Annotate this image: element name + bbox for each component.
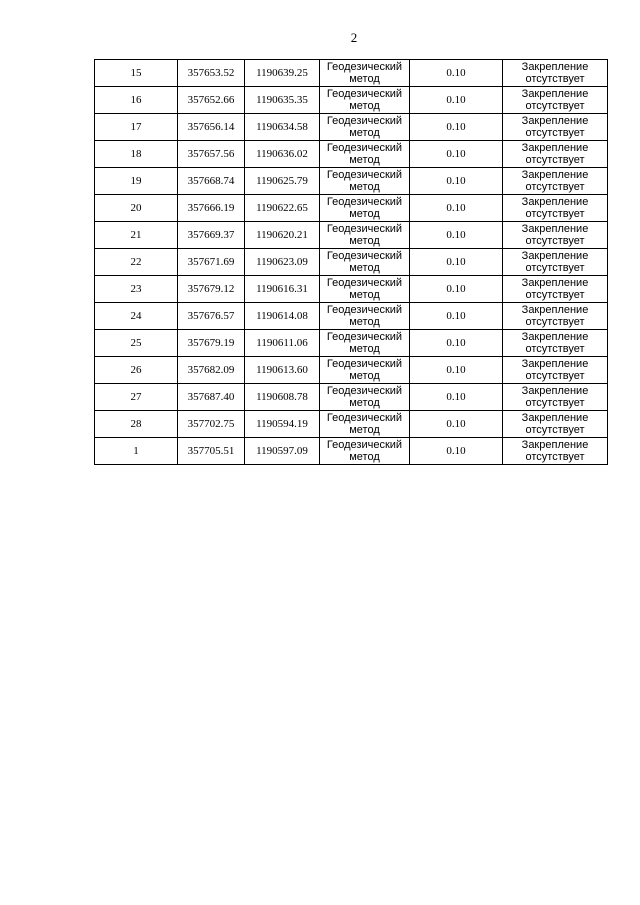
method-cell-line: метод [349,370,380,382]
fixing-cell [503,195,608,222]
fixing-cell-line: отсутствует [525,397,585,409]
method-cell-line: Геодезический [326,304,403,316]
y-coordinate-cell: 1190620.21 [245,222,320,249]
table-row [95,384,608,411]
method-cell-line: Геодезический [326,385,403,397]
method-cell-line: Геодезический [326,223,403,235]
method-cell [320,87,410,114]
y-coordinate-cell: 1190613.60 [245,357,320,384]
fixing-cell-line: отсутствует [525,181,585,193]
method-cell [320,249,410,276]
fixing-cell-line: Закрепление [521,250,589,262]
table-row [95,114,608,141]
accuracy-cell: 0.10 [410,411,503,438]
fixing-cell [503,222,608,249]
y-coordinate-cell: 1190608.78 [245,384,320,411]
y-coordinate-cell: 1190597.09 [245,438,320,465]
y-coordinate-cell: 1190625.79 [245,168,320,195]
fixing-cell-line: отсутствует [525,289,585,301]
table-row [95,222,608,249]
method-cell-line: метод [349,316,380,328]
method-cell-line: метод [349,181,380,193]
fixing-cell [503,114,608,141]
x-coordinate-cell: 357653.52 [178,60,245,87]
point-number-cell: 16 [95,87,178,114]
fixing-cell [503,168,608,195]
fixing-cell-line: отсутствует [525,262,585,274]
fixing-cell [503,411,608,438]
method-cell [320,384,410,411]
point-number-cell: 20 [95,195,178,222]
accuracy-cell: 0.10 [410,357,503,384]
table-row [95,411,608,438]
point-number-cell: 18 [95,141,178,168]
fixing-cell [503,330,608,357]
fixing-cell [503,357,608,384]
coordinates-table [94,59,608,465]
x-coordinate-cell: 357668.74 [178,168,245,195]
table-row [95,330,608,357]
y-coordinate-cell: 1190634.58 [245,114,320,141]
fixing-cell-line: отсутствует [525,451,585,463]
method-cell-line: Геодезический [326,250,403,262]
point-number-cell: 22 [95,249,178,276]
x-coordinate-cell: 357669.37 [178,222,245,249]
method-cell [320,60,410,87]
point-number-cell: 23 [95,276,178,303]
x-coordinate-cell: 357679.19 [178,330,245,357]
method-cell [320,411,410,438]
accuracy-cell: 0.10 [410,303,503,330]
x-coordinate-cell: 357679.12 [178,276,245,303]
method-cell [320,195,410,222]
fixing-cell-line: Закрепление [521,277,589,289]
accuracy-cell: 0.10 [410,87,503,114]
point-number-cell: 26 [95,357,178,384]
fixing-cell-line: Закрепление [521,88,589,100]
x-coordinate-cell: 357687.40 [178,384,245,411]
y-coordinate-cell: 1190635.35 [245,87,320,114]
method-cell-line: метод [349,100,380,112]
accuracy-cell: 0.10 [410,276,503,303]
method-cell-line: Геодезический [326,61,403,73]
table-row [95,357,608,384]
y-coordinate-cell: 1190594.19 [245,411,320,438]
point-number-cell: 15 [95,60,178,87]
accuracy-cell: 0.10 [410,60,503,87]
fixing-cell-line: отсутствует [525,127,585,139]
method-cell-line: метод [349,127,380,139]
point-number-cell: 24 [95,303,178,330]
table-row [95,168,608,195]
fixing-cell-line: отсутствует [525,73,585,85]
accuracy-cell: 0.10 [410,114,503,141]
y-coordinate-cell: 1190639.25 [245,60,320,87]
method-cell-line: Геодезический [326,439,403,451]
method-cell-line: Геодезический [326,88,403,100]
y-coordinate-cell: 1190616.31 [245,276,320,303]
x-coordinate-cell: 357666.19 [178,195,245,222]
fixing-cell [503,60,608,87]
accuracy-cell: 0.10 [410,222,503,249]
fixing-cell-line: отсутствует [525,316,585,328]
table-row [95,303,608,330]
method-cell-line: метод [349,208,380,220]
coordinates-table-body [95,60,608,465]
method-cell [320,303,410,330]
table-row [95,195,608,222]
fixing-cell-line: Закрепление [521,412,589,424]
accuracy-cell: 0.10 [410,249,503,276]
fixing-cell [503,87,608,114]
x-coordinate-cell: 357676.57 [178,303,245,330]
x-coordinate-cell: 357656.14 [178,114,245,141]
fixing-cell [503,141,608,168]
fixing-cell [503,276,608,303]
point-number-cell: 1 [95,438,178,465]
table-row [95,276,608,303]
fixing-cell-line: Закрепление [521,115,589,127]
fixing-cell [503,384,608,411]
y-coordinate-cell: 1190623.09 [245,249,320,276]
point-number-cell: 28 [95,411,178,438]
x-coordinate-cell: 357702.75 [178,411,245,438]
fixing-cell-line: Закрепление [521,61,589,73]
method-cell [320,357,410,384]
method-cell-line: Геодезический [326,196,403,208]
method-cell-line: метод [349,235,380,247]
y-coordinate-cell: 1190611.06 [245,330,320,357]
x-coordinate-cell: 357657.56 [178,141,245,168]
y-coordinate-cell: 1190636.02 [245,141,320,168]
method-cell [320,222,410,249]
method-cell-line: метод [349,73,380,85]
fixing-cell-line: Закрепление [521,223,589,235]
fixing-cell-line: Закрепление [521,142,589,154]
method-cell-line: Геодезический [326,358,403,370]
method-cell-line: метод [349,343,380,355]
page-number: 2 [350,30,358,45]
accuracy-cell: 0.10 [410,195,503,222]
method-cell [320,276,410,303]
fixing-cell-line: отсутствует [525,154,585,166]
fixing-cell-line: Закрепление [521,331,589,343]
accuracy-cell: 0.10 [410,168,503,195]
fixing-cell-line: Закрепление [521,169,589,181]
y-coordinate-cell: 1190622.65 [245,195,320,222]
accuracy-cell: 0.10 [410,438,503,465]
method-cell-line: метод [349,397,380,409]
fixing-cell-line: Закрепление [521,196,589,208]
method-cell-line: Геодезический [326,115,403,127]
fixing-cell-line: отсутствует [525,370,585,382]
table-row [95,438,608,465]
table-row [95,60,608,87]
accuracy-cell: 0.10 [410,330,503,357]
point-number-cell: 19 [95,168,178,195]
table-row [95,87,608,114]
fixing-cell-line: отсутствует [525,343,585,355]
method-cell [320,438,410,465]
fixing-cell-line: Закрепление [521,304,589,316]
fixing-cell [503,249,608,276]
y-coordinate-cell: 1190614.08 [245,303,320,330]
method-cell-line: метод [349,262,380,274]
point-number-cell: 21 [95,222,178,249]
method-cell-line: Геодезический [326,142,403,154]
fixing-cell-line: отсутствует [525,424,585,436]
method-cell [320,330,410,357]
x-coordinate-cell: 357671.69 [178,249,245,276]
fixing-cell-line: отсутствует [525,208,585,220]
fixing-cell [503,438,608,465]
fixing-cell-line: отсутствует [525,100,585,112]
x-coordinate-cell: 357705.51 [178,438,245,465]
table-row [95,249,608,276]
method-cell-line: метод [349,289,380,301]
point-number-cell: 17 [95,114,178,141]
x-coordinate-cell: 357682.09 [178,357,245,384]
table-row [95,141,608,168]
point-number-cell: 27 [95,384,178,411]
method-cell-line: Геодезический [326,331,403,343]
fixing-cell-line: Закрепление [521,385,589,397]
method-cell-line: метод [349,424,380,436]
accuracy-cell: 0.10 [410,384,503,411]
method-cell [320,114,410,141]
fixing-cell-line: отсутствует [525,235,585,247]
x-coordinate-cell: 357652.66 [178,87,245,114]
accuracy-cell: 0.10 [410,141,503,168]
fixing-cell [503,303,608,330]
method-cell [320,168,410,195]
method-cell-line: Геодезический [326,169,403,181]
method-cell [320,141,410,168]
method-cell-line: Геодезический [326,277,403,289]
fixing-cell-line: Закрепление [521,439,589,451]
point-number-cell: 25 [95,330,178,357]
method-cell-line: Геодезический [326,412,403,424]
method-cell-line: метод [349,451,380,463]
fixing-cell-line: Закрепление [521,358,589,370]
method-cell-line: метод [349,154,380,166]
